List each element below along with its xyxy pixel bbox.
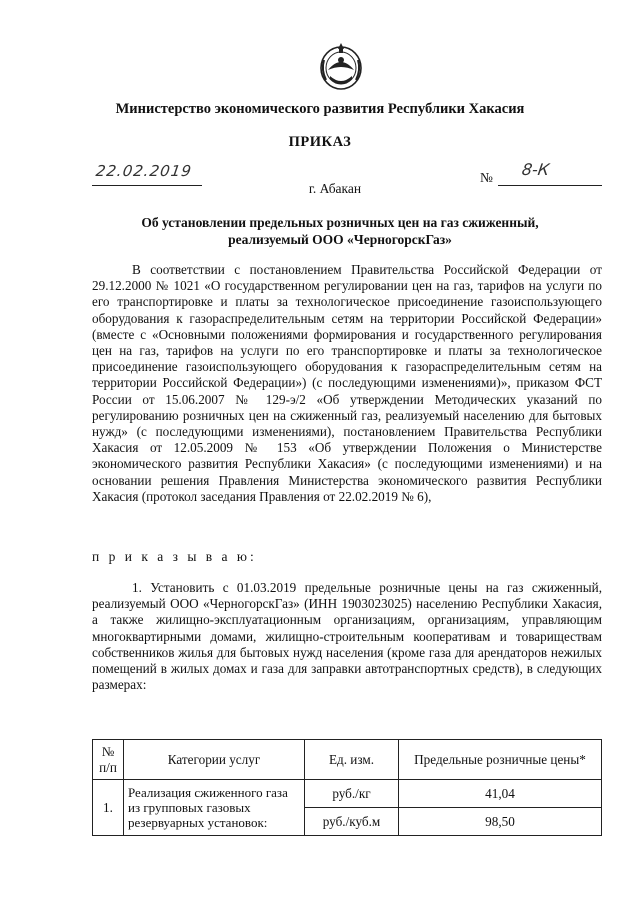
col-header-price: Предельные розничные цены* xyxy=(399,740,602,780)
prices-table xyxy=(92,739,602,836)
handwritten-date: 22.02.2019 xyxy=(94,162,194,180)
city: г. Абакан xyxy=(308,181,362,196)
subject-line-2: реализуемый ООО «ЧерногорскГаз» xyxy=(228,231,452,247)
number-label: № xyxy=(480,170,493,185)
table-header-row xyxy=(93,740,602,780)
row-category: Реализация сжиженного газа из групповых газовых резервуарных установок: xyxy=(124,780,305,836)
coat-of-arms-emblem xyxy=(318,40,364,92)
row-unit: руб./кг xyxy=(305,780,399,808)
subject-line-1: Об установлении предельных розничных цен на газ сжиженный, xyxy=(141,215,539,230)
col-header-num: № п/п xyxy=(93,740,124,780)
row-num: 1. xyxy=(93,780,124,836)
table-row xyxy=(93,780,602,808)
col-header-unit: Ед. изм. xyxy=(305,740,399,780)
order-word: п р и к а з ы в а ю: xyxy=(92,549,257,564)
document-type: ПРИКАЗ xyxy=(288,134,352,150)
row-price: 98,50 xyxy=(399,808,602,836)
preamble-paragraph: В соответствии с постановлением Правительства Российской Федерации от 29.12.2000 № 1021 «О государственном регулировании цен на газ, тарифов на услуги по его транспортировке и платы за технологическое присоединение газоиспользующего оборудования к газораспределительным сетям на территории Российской Федерации» (вместе с «Основными положениями формирования и государственного регулирования цен на газ, тарифов на услуги по его транспортировке и платы за технологическое присоединение газоиспользующего оборудования к газораспределительным сетям на территории Российской Федерации») (с последующими изменениями)», приказом ФСТ России от 15.06.2007 № 129-э/2 «Об утверждении Методических указаний по регулированию розничных цен на сжиженный газ, реализуемый населению для бытовых нужд» (с последующими изменениями), постановлением Правительства Республики Хакасия от 12.05.2009 № 153 «Об утверждении Положения о Министерстве экономического развития Республики Хакасия» (с последующими изменениями) и на основании решения Правления Министерства экономического развития Республики Хакасия (протокол заседания Правления от 22.02.2019 № 6), xyxy=(92,262,602,504)
handwritten-number: 8-К xyxy=(520,160,551,179)
col-header-category: Категории услуг xyxy=(124,740,305,780)
ministry-title: Министерство экономического развития Республики Хакасия xyxy=(115,101,525,117)
row-unit: руб./куб.м xyxy=(305,808,399,836)
row-price: 41,04 xyxy=(399,780,602,808)
document-subject xyxy=(130,215,550,248)
item-1-paragraph: 1. Установить с 01.03.2019 предельные розничные цены на газ сжиженный, реализуемый ООО «ЧерногорскГаз» (ИНН 1903023025) населению Республики Хакасия, а также жилищно-эксплуатационным организациям, организациям, управляющим многоквартирными домами, жилищно-строительным кооперативам и товариществам собственников жилья для бытовых нужд населения (кроме газа для арендаторов нежилых помещений в жилых домах и газа для заправки автотранспортных средств), в следующих размерах: xyxy=(92,580,602,693)
